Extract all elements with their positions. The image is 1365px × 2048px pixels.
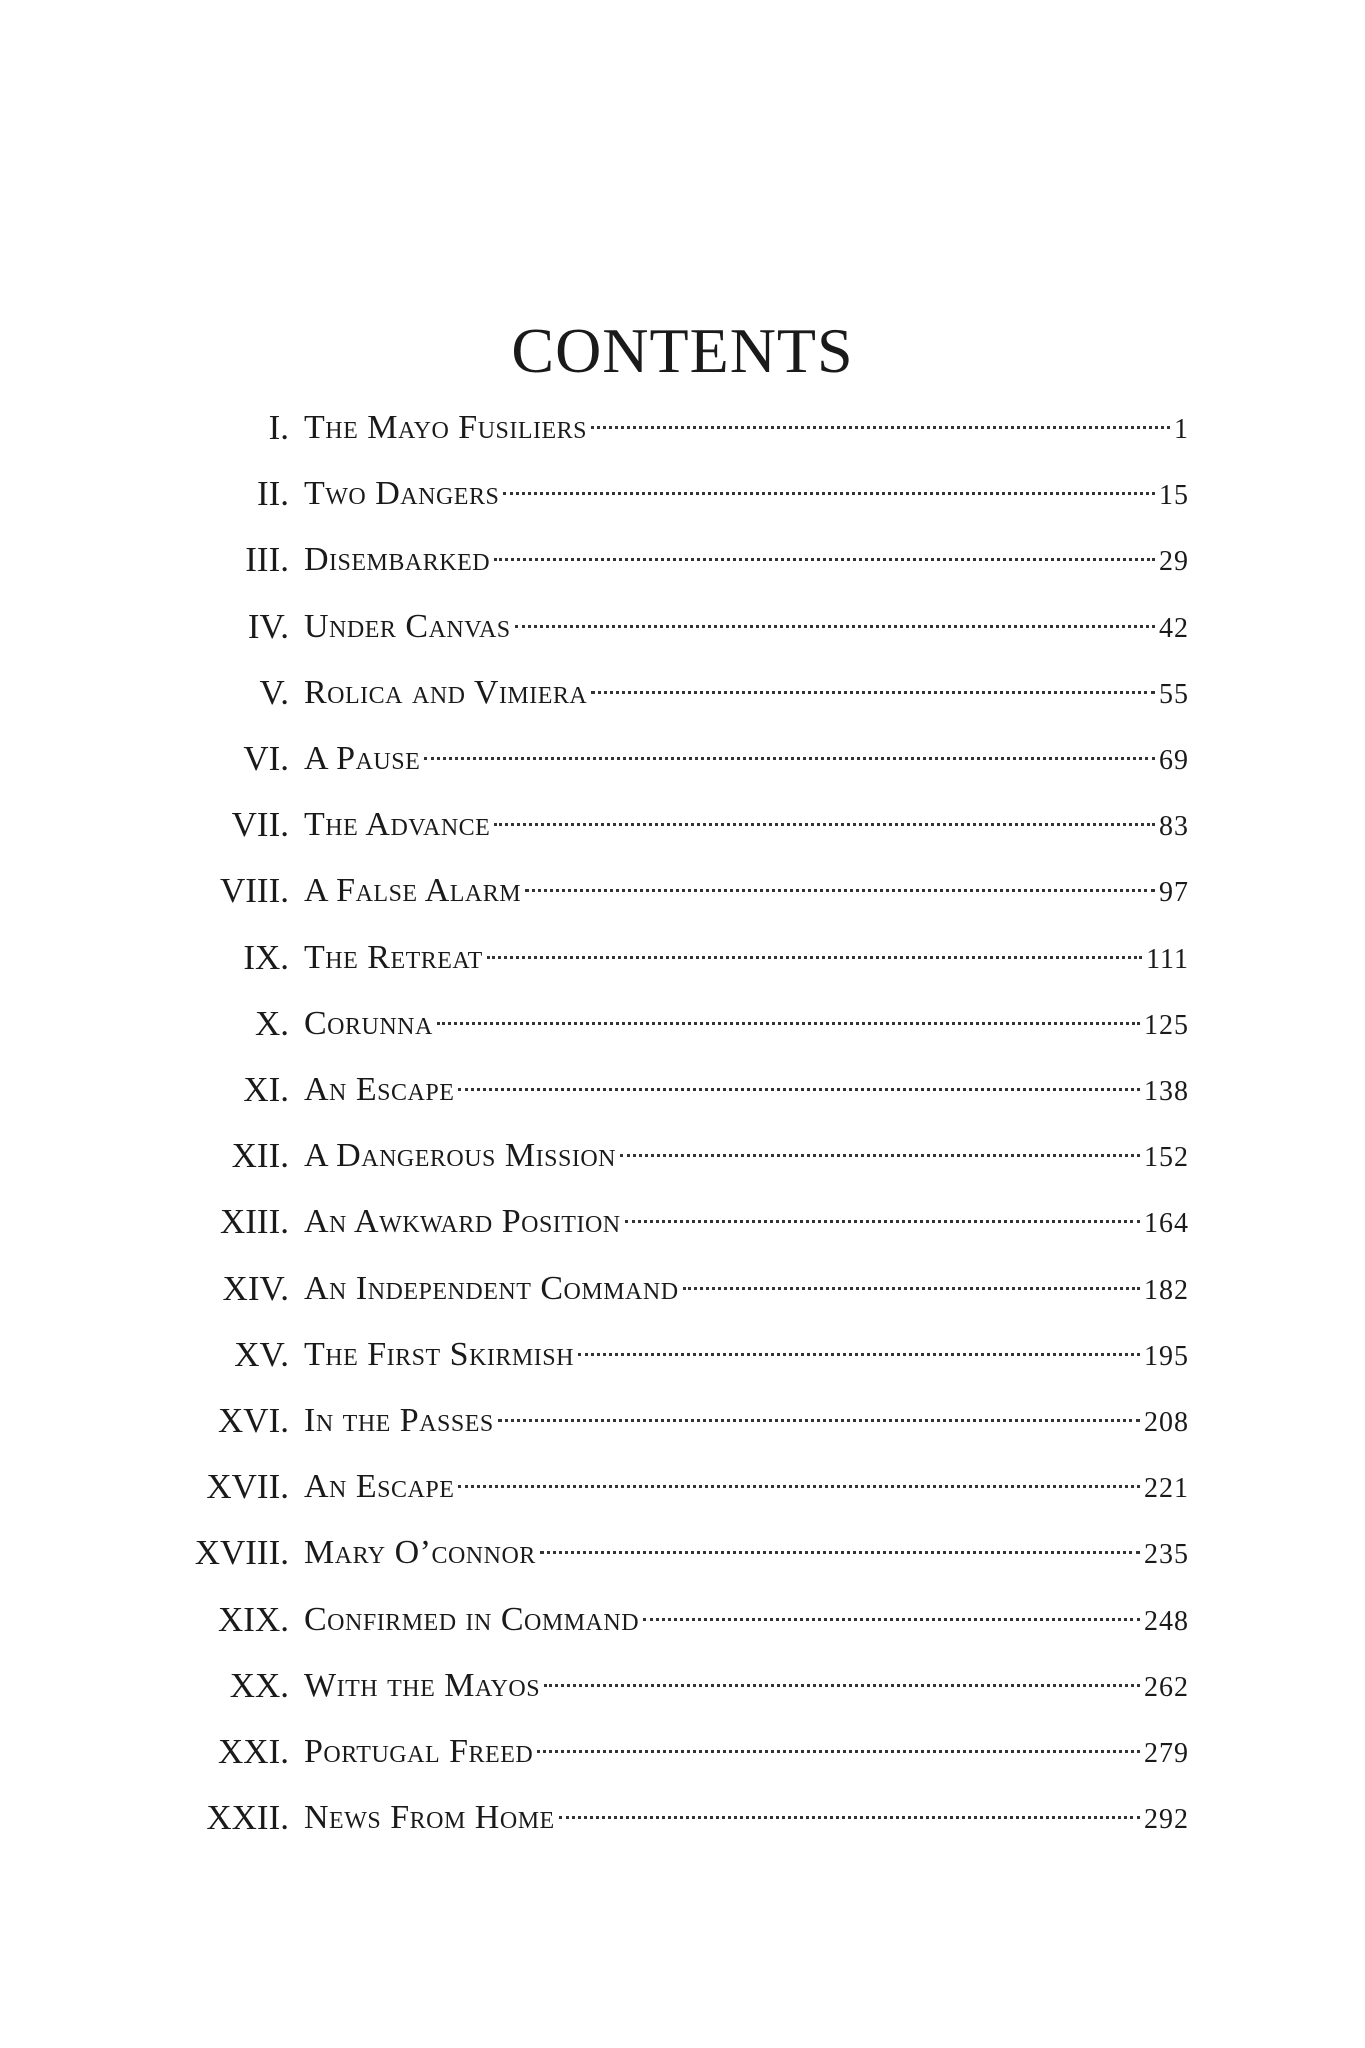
chapter-page-number: 152 [1144, 1142, 1189, 1174]
toc-entry [0, 663, 1365, 723]
chapter-numeral: X. [254, 1003, 289, 1043]
dot-leader [437, 1022, 1140, 1025]
chapter-page-number: 1 [1174, 414, 1189, 445]
chapter-title: A False Alarm [304, 872, 522, 910]
chapter-page-number: 164 [1144, 1208, 1189, 1240]
chapter-numeral: XIV. [222, 1268, 289, 1308]
dot-leader [458, 1088, 1140, 1091]
chapter-entry-line [304, 1788, 1189, 1848]
chapter-entry-line [304, 994, 1189, 1054]
chapter-entry-line [304, 1060, 1189, 1120]
chapter-title: The First Skirmish [304, 1335, 574, 1373]
chapter-title: With the Mayos [304, 1666, 541, 1704]
chapter-numeral: XI. [243, 1070, 289, 1109]
chapter-title: The Advance [304, 806, 491, 844]
chapter-entry-line [304, 1325, 1189, 1385]
chapter-entry-line [304, 861, 1189, 921]
toc-entry [0, 1259, 1365, 1319]
dot-leader [625, 1220, 1140, 1223]
dot-leader [591, 691, 1155, 694]
chapter-page-number: 262 [1144, 1671, 1189, 1703]
chapter-numeral: XVI. [218, 1401, 289, 1440]
chapter-page-number: 97 [1159, 877, 1189, 909]
chapter-numeral: VII. [231, 805, 289, 845]
toc-entry [0, 464, 1365, 524]
chapter-title: Mary O’connor [304, 1534, 536, 1572]
chapter-numeral: XIX. [218, 1599, 289, 1639]
dot-leader [424, 757, 1155, 760]
chapter-page-number: 208 [1144, 1407, 1189, 1438]
chapter-numeral: II. [256, 474, 289, 514]
toc-entry [0, 1656, 1365, 1716]
chapter-numeral: IV. [247, 606, 289, 646]
chapter-entry-line [304, 1656, 1189, 1716]
chapter-title: Under Canvas [304, 607, 511, 645]
chapter-entry-line [304, 1391, 1189, 1451]
chapter-entry-line [304, 597, 1189, 657]
toc-entry [0, 1457, 1365, 1517]
chapter-entry-line [304, 1192, 1189, 1252]
chapter-title: An Escape [304, 1468, 455, 1506]
dot-leader [515, 625, 1155, 628]
dot-leader [578, 1353, 1140, 1356]
chapter-title: A Dangerous Mission [304, 1137, 616, 1175]
chapter-title: An Escape [304, 1071, 455, 1108]
chapter-numeral: XVII. [206, 1467, 289, 1507]
chapter-title: Confirmed in Command [304, 1600, 640, 1638]
toc-entry [0, 928, 1365, 988]
dot-leader [544, 1684, 1140, 1687]
chapter-entry-line [304, 1259, 1189, 1319]
toc-entry [0, 1391, 1365, 1451]
chapter-page-number: 292 [1144, 1804, 1189, 1836]
chapter-numeral: V. [259, 672, 289, 712]
chapter-page-number: 235 [1144, 1539, 1189, 1571]
chapter-numeral: XVIII. [194, 1533, 289, 1573]
toc-entry [0, 795, 1365, 855]
chapter-numeral: XX. [229, 1665, 289, 1705]
chapter-entry-line [304, 530, 1189, 590]
chapter-numeral: VIII. [220, 871, 289, 911]
chapter-title: An Independent Command [304, 1269, 679, 1307]
dot-leader [458, 1485, 1140, 1488]
toc-entry [0, 597, 1365, 657]
chapter-title: News From Home [304, 1799, 555, 1837]
chapter-page-number: 111 [1146, 943, 1189, 975]
toc-entry [0, 1060, 1365, 1120]
chapter-title: The Mayo Fusiliers [304, 409, 588, 446]
dot-leader [620, 1154, 1140, 1157]
chapter-page-number: 138 [1144, 1076, 1189, 1107]
chapter-title: A Pause [304, 740, 421, 777]
dot-leader [498, 1419, 1140, 1422]
chapter-entry-line [304, 928, 1189, 988]
toc-entry [0, 1325, 1365, 1385]
chapter-page-number: 69 [1159, 745, 1189, 776]
chapter-numeral: XIII. [220, 1202, 289, 1242]
chapter-entry-line [304, 1457, 1189, 1517]
dot-leader [537, 1750, 1140, 1753]
chapter-title: Disembarked [304, 541, 491, 579]
chapter-entry-line [304, 398, 1189, 458]
toc-entry [0, 1722, 1365, 1782]
chapter-page-number: 195 [1144, 1340, 1189, 1372]
toc-entry [0, 398, 1365, 458]
dot-leader [683, 1287, 1140, 1290]
dot-leader [559, 1816, 1140, 1819]
chapter-page-number: 29 [1159, 546, 1189, 578]
toc-entry [0, 861, 1365, 921]
toc-entry [0, 1192, 1365, 1252]
chapter-page-number: 279 [1144, 1738, 1189, 1769]
dot-leader [503, 492, 1155, 495]
dot-leader [525, 889, 1155, 892]
chapter-numeral: XXI. [218, 1732, 289, 1771]
chapter-page-number: 248 [1144, 1605, 1189, 1637]
chapter-numeral: I. [268, 408, 289, 447]
dot-leader [494, 823, 1155, 826]
chapter-page-number: 125 [1144, 1009, 1189, 1041]
toc-entry [0, 994, 1365, 1054]
chapter-title: Two Dangers [304, 475, 500, 513]
chapter-entry-line [304, 663, 1189, 723]
chapter-title: Portugal Freed [304, 1733, 534, 1770]
chapter-numeral: XII. [231, 1136, 289, 1176]
chapter-entry-line [304, 1722, 1189, 1782]
toc-entry [0, 729, 1365, 789]
chapter-entry-line [304, 729, 1189, 789]
dot-leader [643, 1618, 1140, 1621]
chapter-numeral: XV. [234, 1334, 289, 1374]
toc-entry [0, 530, 1365, 590]
chapter-entry-line [304, 464, 1189, 524]
dot-leader [487, 956, 1142, 959]
chapter-title: In the Passes [304, 1402, 494, 1439]
chapter-title: Corunna [304, 1004, 433, 1042]
dot-leader [540, 1551, 1140, 1554]
chapter-title: The Retreat [304, 938, 483, 976]
chapter-entry-line [304, 795, 1189, 855]
page-title: CONTENTS [511, 314, 854, 386]
chapter-page-number: 15 [1159, 480, 1189, 512]
chapter-entry-line [304, 1523, 1189, 1583]
chapter-page-number: 182 [1144, 1274, 1189, 1306]
chapter-entry-line [304, 1126, 1189, 1186]
chapter-numeral: VI. [243, 739, 289, 778]
dot-leader [494, 558, 1155, 561]
chapter-numeral: III. [245, 540, 289, 580]
chapter-entry-line [304, 1590, 1189, 1650]
chapter-page-number: 42 [1159, 612, 1189, 644]
chapter-page-number: 55 [1159, 678, 1189, 710]
chapter-numeral: XXII. [206, 1798, 289, 1838]
chapter-numeral: IX. [243, 937, 289, 977]
chapter-page-number: 83 [1159, 811, 1189, 843]
chapter-title: Rolica and Vimiera [304, 673, 588, 711]
toc-entry [0, 1788, 1365, 1848]
chapter-page-number: 221 [1144, 1473, 1189, 1505]
dot-leader [591, 426, 1170, 429]
chapter-title: An Awkward Position [304, 1203, 621, 1241]
toc-entry [0, 1523, 1365, 1583]
toc-entry [0, 1590, 1365, 1650]
toc-entry [0, 1126, 1365, 1186]
